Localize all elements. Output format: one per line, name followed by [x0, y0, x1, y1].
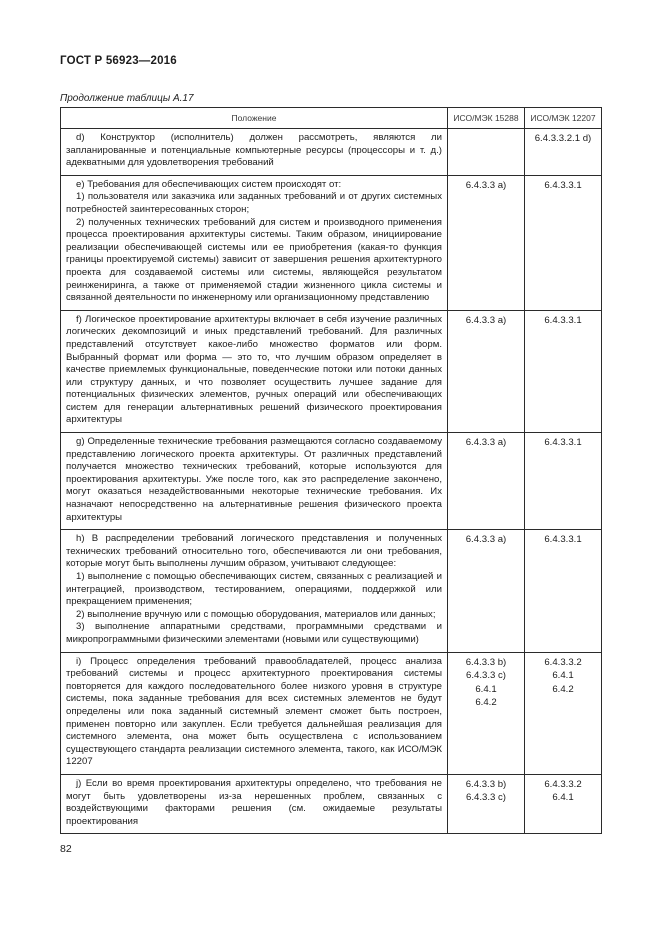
position-cell — [61, 175, 448, 310]
position-paragraph: i) Процесс определения требований правообладателей, процесс анализа требований системы и процесс архитектурного проектирования системы повторяется для каждого последовательного более низкого уровня в структуре системы, пока заданные требования для всех системных элементов не будут определены или пока заданный системный элемент сможет быть построен, применен повторно или закуплен. Если требуется дальнейшая реализация для системного элемента, она может быть осуществлена с использованием существующего стандарта реализации системного элемента, такого, как ИСО/МЭК 12207 — [66, 655, 442, 768]
iso15288-ref: 6.4.2 — [475, 697, 497, 709]
iso15288-cell — [448, 774, 525, 833]
position-paragraph: 3) выполнение аппаратными средствами, программными средствами и микропрограммными физическими элементами (новыми или существующими) — [66, 621, 442, 645]
position-paragraph: g) Определенные технические требования размещаются согласно создаваемому представлению логического проекта архитектуры. От различных представлений получается множество технических требований, которые используются для проектирования архитектуры. Уже после того, как это распределение закончено, могут оказаться незадействованными некоторые технические требования. Их назначают непосредственно на альтернативные решения физического проекта архитектуры — [66, 436, 442, 523]
iso15288-cell — [448, 129, 525, 176]
position-paragraph: h) В распределении требований логического представления и полученных технических требований относительно того, обеспечиваются ли они требования, которые могут быть выполнены лучшим образом, учитывают следующее: — [66, 533, 442, 570]
iso15288-ref: 6.4.3.3 a) — [465, 314, 507, 326]
iso12207-ref: 6.4.1 — [552, 670, 574, 682]
iso15288-cell — [448, 175, 525, 310]
iso12207-ref: 6.4.3.3.1 — [544, 437, 582, 449]
iso12207-cell — [525, 129, 602, 176]
iso15288-ref: 6.4.3.3 c) — [466, 792, 506, 804]
iso12207-cell — [525, 652, 602, 774]
table-row — [61, 774, 602, 833]
iso12207-cell — [525, 433, 602, 530]
position-cell — [61, 530, 448, 652]
table-row — [61, 129, 602, 176]
iso12207-cell — [525, 774, 602, 833]
position-paragraph: j) Если во время проектирования архитектуры определено, что требования не могут быть удовлетворены из-за нерешенных проблем, связанных с воздействующими факторами решения (см. ожидаемые результаты проектирования — [66, 777, 442, 827]
table-row — [61, 433, 602, 530]
iso15288-ref: 6.4.3.3 b) — [465, 656, 507, 668]
iso15288-ref: 6.4.3.3 c) — [466, 670, 506, 682]
iso15288-ref: 6.4.3.3 a) — [465, 534, 507, 546]
iso12207-ref: 6.4.3.3.1 — [544, 179, 582, 191]
iso12207-ref: 6.4.3.3.2 — [544, 778, 582, 790]
table-row — [61, 530, 602, 652]
table-caption: Продолжение таблицы А.17 — [60, 93, 194, 104]
position-paragraph: 1) выполнение с помощью обеспечивающих систем, связанных с реализацией и интеграцией, производством, тестированием, операциями, поддержкой или прекращением применения; — [66, 571, 442, 608]
iso15288-cell — [448, 652, 525, 774]
position-paragraph: 1) пользователя или заказчика или заданных требований и от других системных потребностей заинтересованных сторон; — [66, 191, 442, 215]
table-row — [61, 652, 602, 774]
iso15288-ref: 6.4.1 — [475, 683, 497, 695]
comparison-table — [60, 107, 602, 834]
iso12207-ref: 6.4.1 — [552, 792, 574, 804]
column-header-position: Положение — [61, 108, 448, 129]
document-header: ГОСТ Р 56923—2016 — [60, 55, 177, 67]
position-paragraph: 2) выполнение вручную или с помощью оборудования, материалов или данных; — [76, 608, 436, 620]
position-cell — [61, 310, 448, 432]
table-row — [61, 175, 602, 310]
position-paragraph: 2) полученных технических требований для систем и производного применения процесса проектирования архитектуры системы. Таким образом, инициирование реализации обеспечивающей системы или ее приобретения (какая-то функция границы проектируемой системы) зависит от завершения решения архитектурного проекта для создаваемой системы или системы, являющейся результатом реинжениринга, а также от применяемой стадии жизненного цикла системы и связанной деятельности по инженерному или организационному представлению — [66, 216, 442, 304]
iso12207-ref: 6.4.3.3.2 — [544, 656, 582, 668]
position-cell — [61, 774, 448, 833]
iso12207-ref: 6.4.2 — [552, 683, 574, 695]
iso12207-cell — [525, 310, 602, 432]
table-row — [61, 310, 602, 432]
iso12207-cell — [525, 175, 602, 310]
iso15288-ref: 6.4.3.3 a) — [465, 179, 507, 191]
iso15288-cell — [448, 310, 525, 432]
position-cell — [61, 129, 448, 176]
page-number: 82 — [60, 843, 72, 856]
iso12207-ref: 6.4.3.3.1 — [544, 314, 582, 326]
iso15288-cell — [448, 530, 525, 652]
position-paragraph: d) Конструктор (исполнитель) должен рассмотреть, являются ли запланированные и потенциальные компьютерные ресурсы (процессоры и т. д.) адекватными для удовлетворения требований — [66, 132, 442, 169]
table-body — [61, 129, 602, 834]
position-paragraph: e) Требования для обеспечивающих систем происходят от: — [76, 178, 342, 190]
iso15288-cell — [448, 433, 525, 530]
column-header-iso12207: ИСО/МЭК 12207 — [525, 108, 602, 129]
table-header-row — [61, 108, 602, 129]
iso12207-ref: 6.4.3.3.1 — [544, 534, 582, 546]
position-cell — [61, 433, 448, 530]
position-cell — [61, 652, 448, 774]
column-header-iso15288: ИСО/МЭК 15288 — [448, 108, 525, 129]
position-paragraph: f) Логическое проектирование архитектуры включает в себя изучение различных логических декомпозиций и иных представлений требований. Для различных представлений отсутствует какое-либо множество форматов или форм. Выбранный формат или форма — это то, что лучшим образом определяет в качестве приемлемых функциональные, поведенческие потоки или потоки данных или структуру данных, и что позволяет осуществить лучшее задание для потенциальных физических элементов, ручных операций или обеспечивающих систем для генерации альтернативных решений физического проектирования архитектуры — [66, 313, 442, 426]
iso12207-ref: 6.4.3.3.2.1 d) — [534, 133, 592, 144]
iso15288-ref: 6.4.3.3 b) — [465, 778, 507, 790]
iso12207-cell — [525, 530, 602, 652]
iso15288-ref: 6.4.3.3 a) — [465, 437, 507, 449]
